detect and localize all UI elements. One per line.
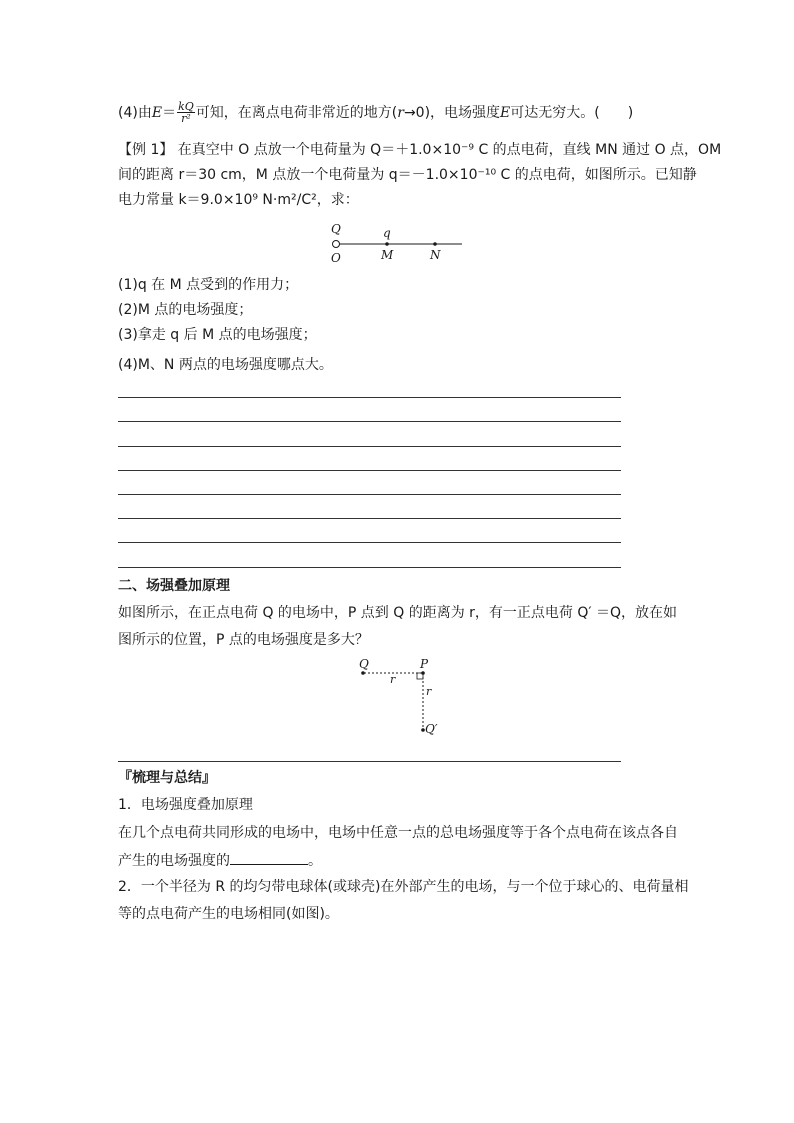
label-r-horizontal: r [390,673,396,686]
summary-item-1-line-2 [118,850,322,871]
point-N-dot [433,242,437,246]
label-q: q [383,226,391,240]
summary-item-1-line-1: 在几个点电荷共同形成的电场中，电场中任意一点的总电场强度等于各个点电荷在该点各自 [118,825,678,841]
summary-item-2-line-2: 等的点电荷产生的电场相同(如图)。 [118,906,339,922]
example1-line-2: 间的距离 r＝30 cm，M 点放一个电荷量为 q＝－1.0×10⁻¹⁰ C 的点电荷，如图所示。已知静 [118,167,697,183]
item4-equals: ＝ [162,105,177,121]
summary-item-2-line-1: 2．一个半径为 R 的均匀带电球体(或球壳)在外部产生的电场，与一个位于球心的、电荷量相 [118,879,689,895]
section-2-title: 二、场强叠加原理 [118,578,230,594]
item4-var-E: E [151,105,163,121]
label-Qprime: Q′ [425,722,438,736]
fill-in-blank[interactable] [230,850,308,865]
item4-text-2: →0)，电场强度 [403,105,501,121]
fraction-denominator: r² [181,112,191,125]
example1-line-3: 电力常量 k＝9.0×10⁹ N·m²/C²，求： [118,192,359,208]
label-Q2: Q [359,657,369,671]
answer-line[interactable] [118,494,621,495]
section-2-line-1: 如图所示，在正点电荷 Q 的电场中，P 点到 Q 的距离为 r，有一正点电荷 Q′ ＝Q，放在如 [118,605,678,621]
answer-line[interactable] [118,518,621,519]
label-N: N [430,248,441,262]
answer-line[interactable] [118,761,621,762]
summary-item-1-text: 产生的电场强度的 [118,853,230,869]
point-M-dot [385,242,389,246]
section-2-line-2: 图所示的位置，P 点的电场强度是多大？ [118,632,369,648]
question-1: (1)q 在 M 点受到的作用力； [118,277,299,293]
item4-prefix: (4)由 [118,105,152,121]
item4-var-r: r [397,105,404,121]
label-P: P [420,657,429,671]
statement-item-4 [118,100,633,126]
answer-line[interactable] [118,397,621,398]
answer-line[interactable] [118,542,621,543]
answer-line[interactable] [118,421,621,422]
answer-line[interactable] [118,446,621,447]
summary-title: 『梳理与总结』 [118,770,216,786]
point-P-dot [421,671,425,675]
charge-Q-dot [361,671,365,675]
question-3: (3)拿走 q 后 M 点的电场强度； [118,327,317,343]
figure-point-charges-on-line [320,220,470,268]
item4-text-3: 可达无穷大。( ) [510,105,634,121]
summary-item-1-period: 。 [308,853,322,869]
item4-var-E2: E [500,105,511,121]
label-O: O [331,251,341,265]
summary-item-1-title: 1．电场强度叠加原理 [118,797,253,813]
example1-line-1: 【例 1】 在真空中 O 点放一个电荷量为 Q＝＋1.0×10⁻⁹ C 的点电荷，直线 MN 通过 O 点，OM [118,142,722,158]
answer-line[interactable] [118,470,621,471]
answer-line[interactable] [118,567,621,568]
question-2: (2)M 点的电场强度； [118,302,253,318]
item4-text-1: 可知，在离点电荷非常近的地方( [195,105,398,121]
label-r-vertical: r [426,685,432,698]
fraction-numerator: kQ [178,100,194,113]
figure-superposition [355,655,445,740]
label-Q: Q [331,222,341,236]
fraction-kQ-r2 [177,101,195,125]
label-M: M [381,248,394,262]
charge-Q-circle [333,241,340,248]
question-4: (4)M、N 两点的电场强度哪点大。 [118,357,333,373]
